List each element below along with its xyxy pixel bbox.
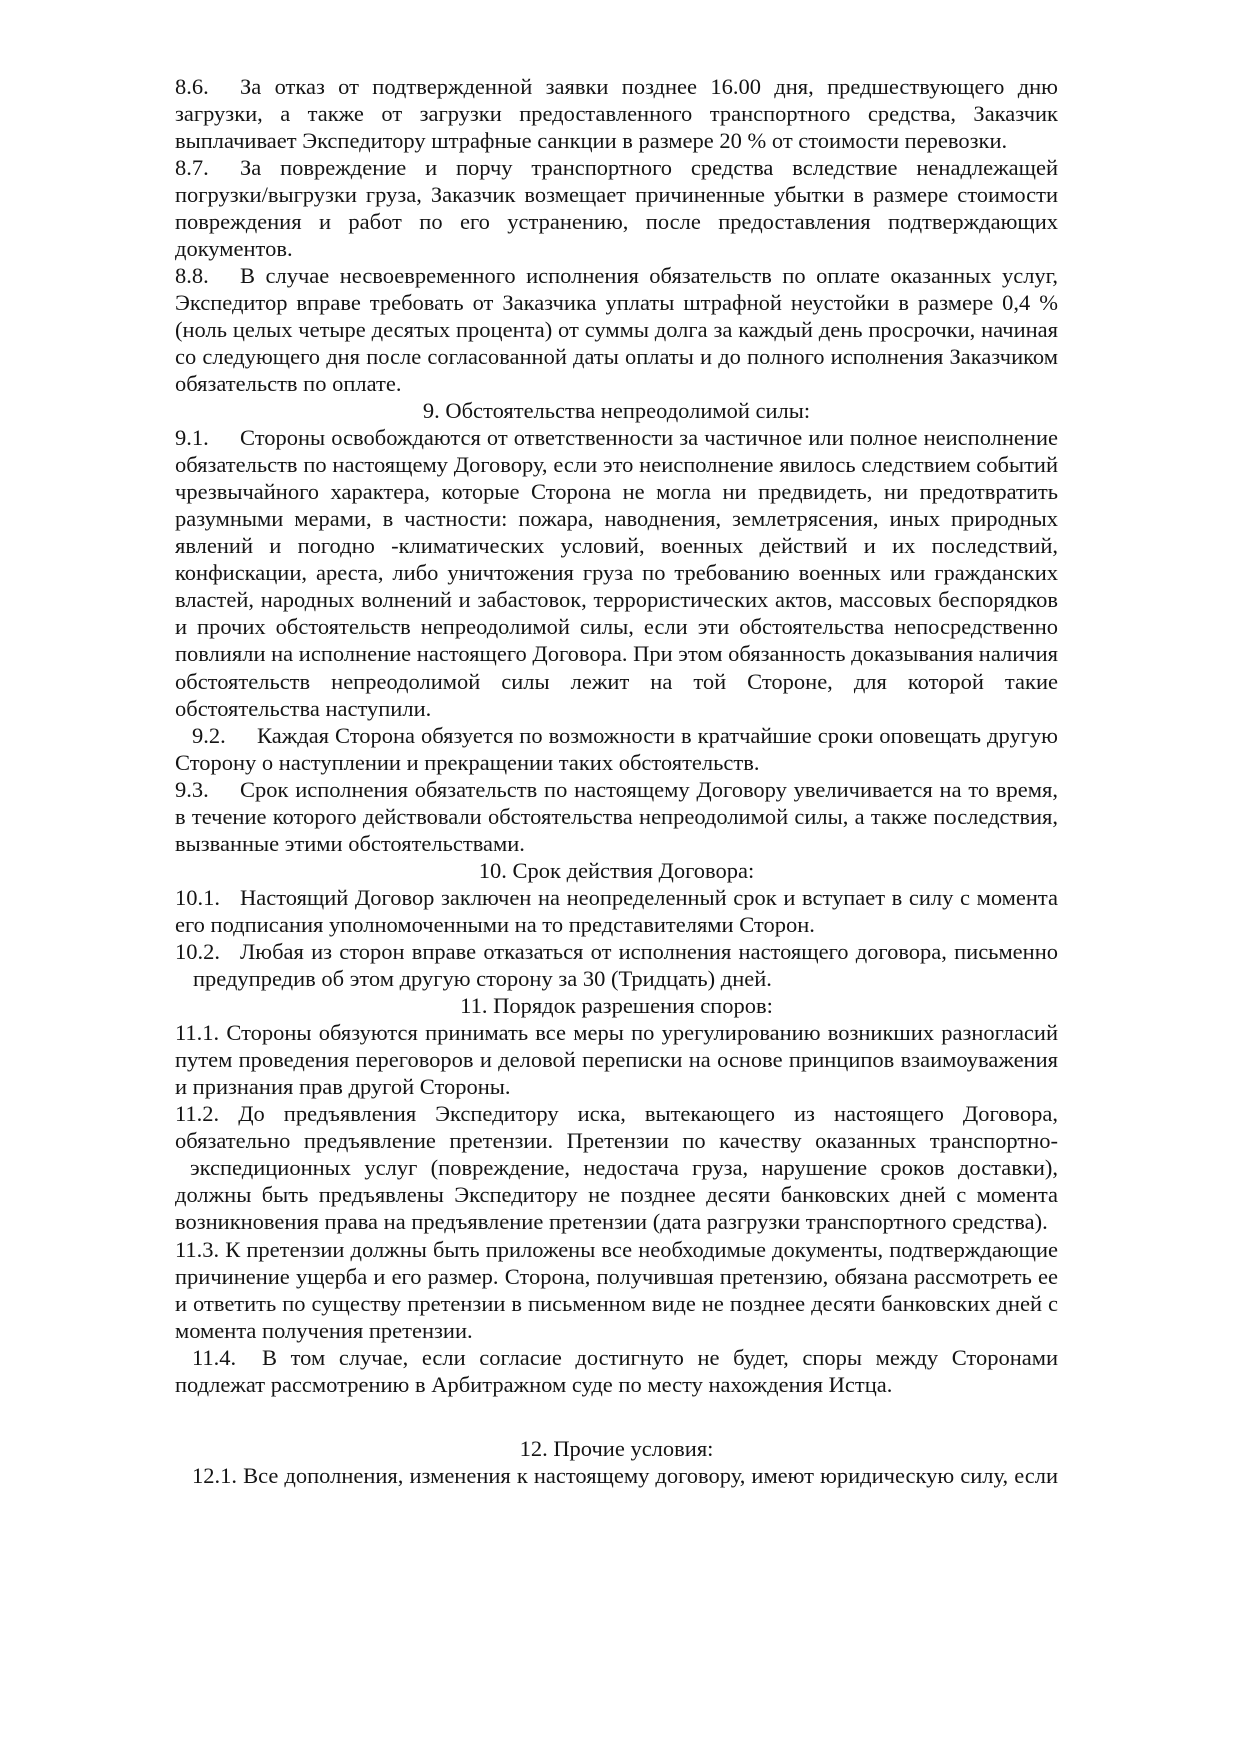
clause-line: в течение которого действовали обстоятельства непреодолимой силы, а также последствия,	[175, 803, 1058, 829]
clause-8-6	[175, 73, 1058, 154]
clause-11-1	[175, 1019, 1058, 1100]
clause-number: 11.4.	[192, 1344, 237, 1370]
clause-line: загрузки, а также от загрузки предоставленного транспортного средства, Заказчик	[175, 100, 1058, 126]
clause-8-7	[175, 154, 1058, 262]
clause-number: 11.3.	[175, 1236, 220, 1262]
clause-text: В том случае, если согласие достигнуто не будет, споры между Сторонами	[262, 1344, 1058, 1370]
section-heading: 11. Порядок разрешения споров:	[460, 993, 773, 1019]
clause-line: путем проведения переговоров и деловой переписки на основе принципов взаимоуважения	[175, 1047, 1058, 1073]
clause-text: Стороны обязуются принимать все меры по урегулированию возникших разногласий	[226, 1020, 1058, 1046]
clause-line: и прочих обстоятельств непреодолимой силы, если эти обстоятельства непосредственно	[175, 614, 1058, 640]
clause-line: обязательств по настоящему Договору, если это неисполнение явилось следствием событий	[175, 452, 1058, 478]
clause-text: Настоящий Договор заключен на неопределенный срок и вступает в силу с момента	[240, 884, 1058, 910]
clause-line: со следующего дня после согласованной даты оплаты и до полного исполнения Заказчиком	[175, 343, 1058, 369]
clause-11-3	[175, 1236, 1058, 1344]
clause-line: обязательств по оплате.	[175, 371, 402, 397]
section-heading: 10. Срок действия Договора:	[478, 857, 755, 883]
clause-line: предупредив об этом другую сторону за 30 (Тридцать) дней.	[193, 966, 772, 992]
clause-line: Сторону о наступлении и прекращении таких обстоятельств.	[175, 749, 760, 775]
clause-12-1	[175, 1462, 1058, 1489]
clause-number: 11.2.	[175, 1101, 220, 1127]
clause-text: Все дополнения, изменения к настоящему договору, имеют юридическую силу, если	[243, 1462, 1059, 1488]
clause-line	[175, 424, 1058, 451]
clause-9-1	[175, 424, 1058, 722]
clause-line: обстоятельства наступили.	[175, 695, 432, 721]
clause-line: повреждения и работ по его устранению, после предоставления подтверждающих	[175, 208, 1058, 234]
clause-text: К претензии должны быть приложены все необходимые документы, подтверждающие	[225, 1236, 1059, 1262]
clause-number: 9.1.	[175, 425, 209, 451]
clause-line: чрезвычайного характера, которые Сторона не могла ни предвидеть, ни предотвратить	[175, 479, 1058, 505]
clause-9-3	[175, 776, 1058, 857]
clause-line	[175, 1344, 1058, 1371]
clause-number: 8.7.	[175, 154, 209, 180]
clause-line	[175, 262, 1058, 289]
clause-line: Экспедитор вправе требовать от Заказчика уплаты штрафной неустойки в размере 0,4 %	[175, 289, 1058, 315]
clause-line: и признания прав другой Стороны.	[175, 1074, 511, 1100]
section-heading: 12. Прочие условия:	[519, 1435, 714, 1461]
clause-line	[175, 1019, 1058, 1046]
clause-number: 11.1.	[175, 1020, 220, 1046]
clause-line	[175, 1462, 1058, 1489]
clause-line	[175, 722, 1058, 749]
clause-line: конфискации, ареста, либо уничтожения груза по требованию военных или гражданских	[175, 560, 1058, 586]
clause-line: (ноль целых четыре десятых процента) от суммы долга за каждый день просрочки, начиная	[175, 316, 1058, 342]
clause-line	[175, 884, 1058, 911]
clause-line: разумными мерами, в частности: пожара, наводнения, землетрясения, иных природных	[175, 506, 1058, 532]
clause-number: 10.2.	[175, 939, 220, 964]
clause-10-2	[175, 938, 1058, 992]
section-heading: 9. Обстоятельства непреодолимой силы:	[422, 398, 811, 424]
clause-line	[175, 776, 1058, 803]
clause-line: экспедиционных услуг (повреждение, недостача груза, нарушение сроков доставки),	[190, 1155, 1058, 1181]
clause-number: 8.6.	[175, 73, 209, 99]
clause-line	[175, 73, 1058, 100]
clause-line	[175, 154, 1058, 181]
clause-line: погрузки/выгрузки груза, Заказчик возмещает причиненные убытки в размере стоимости	[175, 181, 1058, 207]
clause-8-8	[175, 262, 1058, 397]
clause-line	[175, 938, 1058, 965]
clause-line: момента получения претензии.	[175, 1317, 473, 1343]
clause-number: 9.3.	[175, 776, 209, 802]
clause-line: обстоятельств непреодолимой силы лежит на той Стороне, для которой такие	[175, 668, 1058, 694]
clause-text: Срок исполнения обязательств по настоящему Договору увеличивается на то время,	[240, 776, 1058, 802]
clause-text: До предъявления Экспедитору иска, вытекающего из настоящего Договора,	[238, 1101, 1059, 1127]
clause-11-2	[175, 1100, 1058, 1235]
clause-text: За повреждение и порчу транспортного средства вследствие ненадлежащей	[240, 154, 1058, 180]
clause-line: обязательно предъявление претензии. Претензии по качеству оказанных транспортно-	[175, 1128, 1058, 1154]
clause-line: его подписания уполномоченными на то представителями Сторон.	[175, 911, 815, 937]
clause-number: 12.1.	[192, 1462, 237, 1488]
contract-page	[175, 73, 1058, 1489]
clause-9-2	[175, 722, 1058, 776]
clause-line: выплачивает Экспедитору штрафные санкции в размере 20 % от стоимости перевозки.	[175, 127, 1008, 153]
clause-text: В случае несвоевременного исполнения обязательств по оплате оказанных услуг,	[240, 262, 1058, 288]
clause-line: вызванные этими обстоятельствами.	[175, 830, 525, 856]
clause-line: и ответить по существу претензии в письменном виде не позднее десяти банковских дней с	[175, 1290, 1058, 1316]
clause-line: явлений и погодно -климатических условий, военных действий и их последствий,	[175, 533, 1058, 559]
clause-line	[175, 1100, 1058, 1127]
clause-text: Каждая Сторона обязуется по возможности в кратчайшие сроки оповещать другую	[257, 722, 1058, 748]
clause-line: должны быть предъявлены Экспедитору не позднее десяти банковских дней с момента	[175, 1182, 1058, 1208]
clause-text: Стороны освобождаются от ответственности за частичное или полное неисполнение	[240, 425, 1058, 451]
clause-11-4	[175, 1344, 1058, 1398]
clause-line: возникновения права на предъявление претензии (дата разгрузки транспортного средства).	[175, 1209, 1048, 1235]
clause-line: властей, народных волнений и забастовок, террористических актов, массовых беспорядков	[175, 587, 1058, 613]
clause-line	[175, 1236, 1058, 1263]
clause-line: документов.	[175, 235, 293, 261]
clause-number: 9.2.	[192, 722, 226, 748]
clause-10-1	[175, 884, 1058, 938]
clause-line: причинение ущерба и его размер. Сторона, получившая претензию, обязана рассмотреть ее	[175, 1263, 1058, 1289]
clause-text: За отказ от подтвержденной заявки позднее 16.00 дня, предшествующего дню	[240, 73, 1058, 99]
clause-number: 10.1.	[175, 884, 220, 910]
clause-text: Любая из сторон вправе отказаться от исполнения настоящего договора, письменно	[240, 939, 1058, 964]
clause-line: повлияли на исполнение настоящего Договора. При этом обязанность доказывания наличия	[175, 641, 1058, 667]
clause-number: 8.8.	[175, 262, 209, 288]
clause-line: подлежат рассмотрению в Арбитражном суде по месту нахождения Истца.	[175, 1371, 893, 1397]
